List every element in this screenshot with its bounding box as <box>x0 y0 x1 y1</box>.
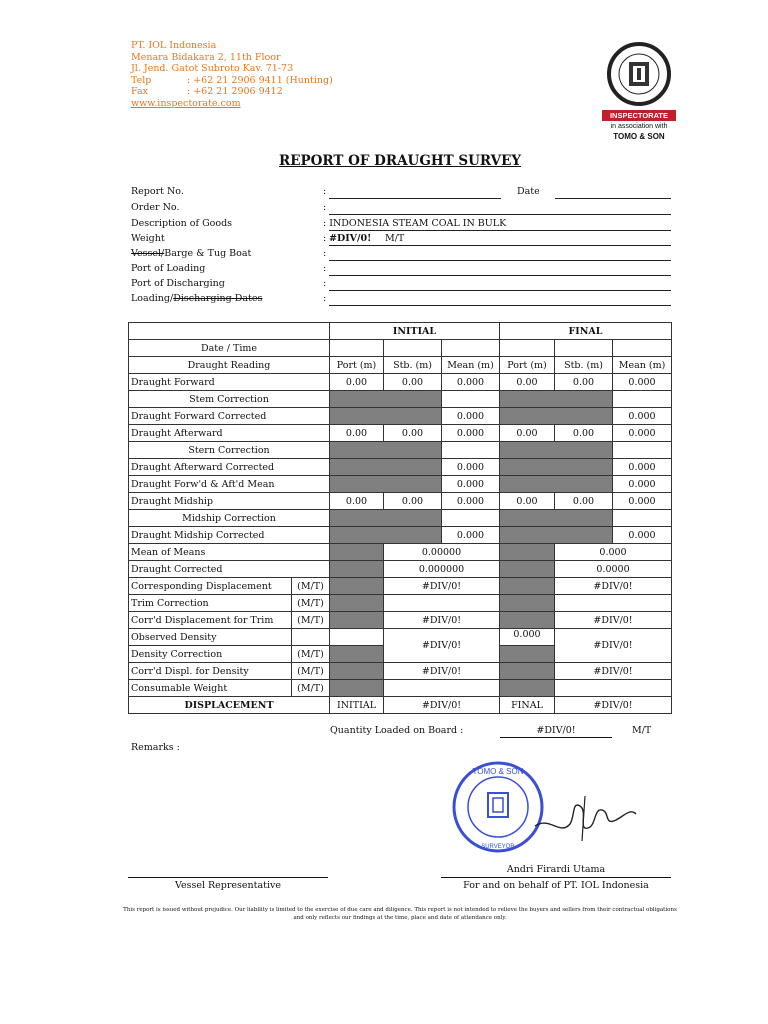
assoc-text: in association with <box>610 123 668 130</box>
table-row: Corr'd Displ. for Density (M/T) #DIV/0! #DIV/0! <box>129 663 672 680</box>
company-address-1: Menara Bidakara 2, 11th Floor <box>131 51 281 63</box>
fax-value: : +62 21 2906 9412 <box>187 86 283 97</box>
telp-label: Telp <box>131 74 152 86</box>
dates-label: Loading/ <box>131 293 174 304</box>
page-title: REPORT OF DRAUGHT SURVEY <box>278 153 522 169</box>
quantity-unit: M/T <box>632 725 652 736</box>
on-behalf-caption: For and on behalf of PT. IOL Indonesia <box>463 880 649 891</box>
table-row: Draught Midship 0.00 0.00 0.000 0.00 0.00 0.000 <box>129 493 672 510</box>
partner-name: TOMO & SON <box>613 132 665 141</box>
table-row: Draught Forward Corrected 0.000 0.000 <box>129 408 672 425</box>
vessel-label: Barge & Tug Boat <box>164 248 252 259</box>
remarks-label: Remarks : <box>131 742 180 753</box>
vessel-field[interactable] <box>329 248 671 261</box>
displacement-label: DISPLACEMENT <box>129 697 330 714</box>
order-no-label: Order No. <box>131 202 180 213</box>
quantity-value: #DIV/0! <box>536 725 576 736</box>
table-row: Draught Corrected 0.000000 0.0000 <box>129 561 672 578</box>
table-row: Midship Correction <box>129 510 672 527</box>
weight-value: #DIV/0! <box>329 233 372 244</box>
draught-reading-label: Draught Reading <box>129 357 330 374</box>
quantity-underline <box>500 737 612 738</box>
table-row: Mean of Means 0.00000 0.000 <box>129 544 672 561</box>
table-row: Trim Correction (M/T) <box>129 595 672 612</box>
table-row <box>129 323 672 340</box>
dates-field[interactable] <box>329 293 671 306</box>
company-name: PT. IOL Indonesia <box>131 40 217 51</box>
stamp-bottom-text: SURVEYOR <box>481 844 515 850</box>
final-header: FINAL <box>500 323 672 340</box>
date-label: Date <box>517 186 540 197</box>
weight-label: Weight <box>131 233 165 244</box>
table-row: Draught Afterward 0.00 0.00 0.000 0.00 0.00 0.000 <box>129 425 672 442</box>
iol-signature-line <box>441 877 671 878</box>
report-no-field[interactable] <box>329 186 501 199</box>
disclaimer-line-1: This report is issued without prejudice. Our liability is limited to the exercise of due care and diligence. This report is not intended to relieve the buyers and sellers from their contractual obligations <box>123 907 677 913</box>
report-no-label: Report No. <box>131 186 184 197</box>
dates-label-strike: Discharging Dates <box>173 293 263 304</box>
port-loading-field[interactable] <box>329 263 671 276</box>
bureau-veritas-seal-icon <box>598 40 680 108</box>
vessel-label-strike: Vessel/ <box>131 248 165 259</box>
quantity-label: Quantity Loaded on Board : <box>330 725 464 736</box>
weight-unit: M/T <box>385 233 405 244</box>
website-link[interactable]: www.inspectorate.com <box>131 97 241 109</box>
goods-value: : INDONESIA STEAM COAL IN BULK <box>323 218 507 229</box>
table-row: DISPLACEMENT INITIAL #DIV/0! FINAL #DIV/0! <box>129 697 672 714</box>
company-address-2: Jl. Jend. Gatot Subroto Kav. 71-73 <box>131 63 294 74</box>
order-no-field[interactable] <box>329 202 671 215</box>
port-discharging-field[interactable] <box>329 278 671 291</box>
table-row: Stern Correction <box>129 442 672 459</box>
date-field[interactable] <box>555 186 671 199</box>
table-row: Density Correction (M/T) <box>129 646 672 663</box>
stamp-top-text: TOMO & SON <box>472 767 524 776</box>
initial-header: INITIAL <box>330 323 500 340</box>
table-row: Consumable Weight (M/T) <box>129 680 672 697</box>
table-row: Corresponding Displacement (M/T) #DIV/0! #DIV/0! <box>129 578 672 595</box>
table-row: Draught Midship Corrected 0.000 0.000 <box>129 527 672 544</box>
disclaimer <box>100 906 700 922</box>
weight-field[interactable] <box>329 233 671 246</box>
port-discharging-label: Port of Discharging <box>131 278 225 289</box>
handwritten-signature <box>530 786 640 846</box>
port-loading-label: Port of Loading <box>131 263 206 274</box>
goods-label: Description of Goods <box>131 218 233 229</box>
table-row: Corr'd Displacement for Trim (M/T) #DIV/0! #DIV/0! <box>129 612 672 629</box>
date-time-label: Date / Time <box>129 340 330 357</box>
table-row: Draught Reading Port (m) Stb. (m) Mean (m) Port (m) Stb. (m) Mean (m) <box>129 357 672 374</box>
table-row: Draught Forw'd & Aft'd Mean 0.000 0.000 <box>129 476 672 493</box>
table-row <box>129 340 672 357</box>
vessel-representative-caption: Vessel Representative <box>174 880 281 891</box>
goods-field[interactable] <box>329 218 671 231</box>
table-row: Stem Correction <box>129 391 672 408</box>
telp-value: : +62 21 2906 9411 (Hunting) <box>187 74 333 86</box>
company-logo <box>598 40 680 141</box>
vessel-signature-line <box>128 877 328 878</box>
signer-name: Andri Firardi Utama <box>506 864 606 875</box>
fax-label: Fax <box>131 86 148 97</box>
inspectorate-brand: INSPECTORATE <box>602 110 676 121</box>
company-header <box>131 40 333 109</box>
draught-table <box>128 322 672 714</box>
disclaimer-line-2: and only reflects our findings at the time, place and date of attendance only. <box>293 915 507 921</box>
table-row: Draught Afterward Corrected 0.000 0.000 <box>129 459 672 476</box>
table-row: Observed Density #DIV/0! 0.000 #DIV/0! <box>129 629 672 646</box>
table-row: Draught Forward 0.00 0.00 0.000 0.00 0.00 0.000 <box>129 374 672 391</box>
